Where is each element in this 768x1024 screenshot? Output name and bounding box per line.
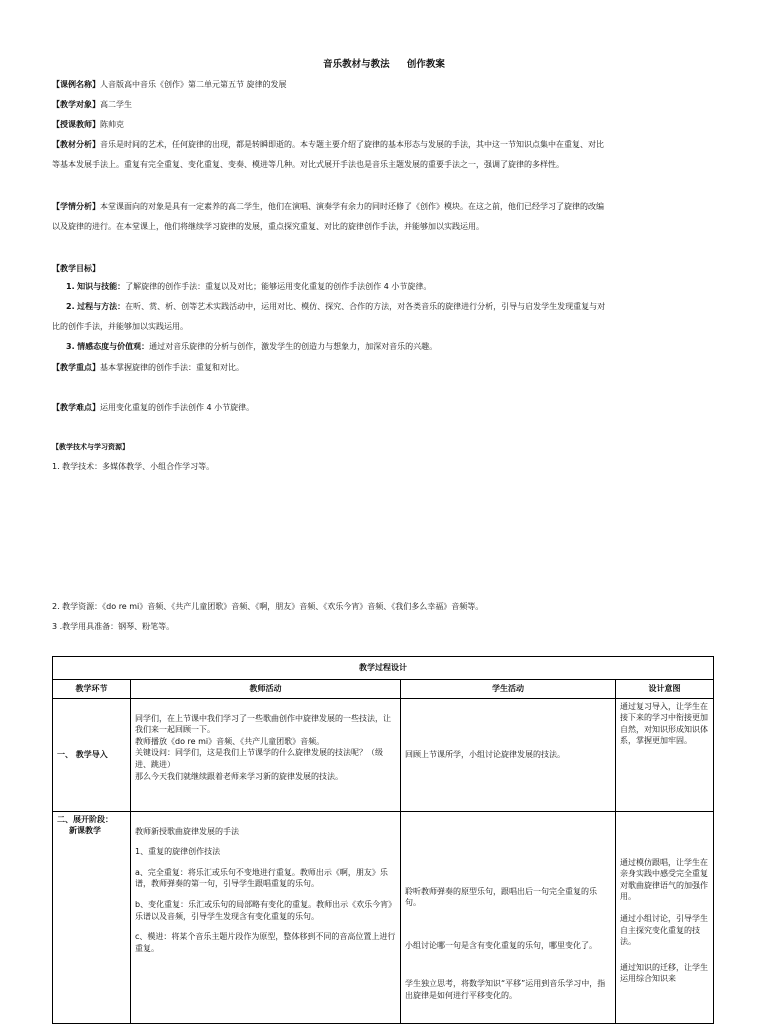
material-analysis: 【教材分析】音乐是时间的艺术，任何旋律的出现，都是转瞬即逝的。本专题主要介绍了旋律的基本形态与发展的手法，其中这一节知识点集中在重复、对比 (52, 140, 604, 149)
row1-intent: 通过复习导入，让学生在接下来的学习中衔接更加自然，对知识形成知识体系，掌握更加牢固。 (616, 698, 714, 811)
process-table (52, 656, 714, 1024)
table-caption: 教学过程设计 (53, 657, 714, 680)
goal-2-cont: 比的创作手法，并能够加以实践运用。 (52, 322, 188, 331)
row2-stage: 二、展开阶段： 新课教学 (53, 811, 131, 1023)
title-sub: 创作教案 (406, 59, 445, 70)
material-analysis-cont: 等基本发展手法上。重复有完全重复、变化重复、变奏、模进等几种。对比式展开手法也是音乐主题发展的重要手法之一，强调了旋律的多样性。 (52, 160, 564, 169)
row1-student: 回顾上节课所学，小组讨论旋律发展的技法。 (401, 698, 616, 811)
document-title (0, 58, 768, 72)
header-stage: 教学环节 (53, 680, 131, 699)
goals-heading: 【教学目标】 (52, 264, 100, 273)
goal-3: 3. 情感态度与价值观：通过对音乐旋律的分析与创作，激发学生的创造力与想象力，加深对音乐的兴趣。 (66, 342, 438, 351)
resource-3: 3 .教学用具准备：钢琴、粉笔等。 (52, 622, 175, 631)
resource-2: 2. 教学资源：《do re mi》音频、《共产儿童团歌》音频、《啊，朋友》音频、《欢乐今宵》音频、《我们多么幸福》音频等。 (52, 602, 484, 611)
table-row (53, 698, 714, 811)
audience-line: 【教学对象】高二学生 (52, 100, 132, 109)
resource-1: 1. 教学技术：多媒体教学、小组合作学习等。 (52, 462, 215, 471)
difficulty-point: 【教学难点】运用变化重复的创作手法创作 4 小节旋律。 (52, 403, 255, 412)
row2-intent: 通过模仿跟唱，让学生在亲身实践中感受完全重复对歌曲旋律语气的加强作用。 通过小组讨论，引导学生自主探究变化重复的技法。 通过知识的迁移，让学生运用综合知识来 (616, 811, 714, 1023)
teacher-line: 【授课教师】陈帅克 (52, 120, 124, 129)
header-intent: 设计意图 (616, 680, 714, 699)
goal-1: 1. 知识与技能：了解旋律的创作手法：重复以及对比；能够运用变化重复的创作手法创作 4 小节旋律。 (66, 282, 432, 291)
header-teacher: 教师活动 (131, 680, 401, 699)
learner-analysis-cont: 以及旋律的进行。在本堂课上，他们将继续学习旋律的发展，重点探究重复、对比的旋律创作手法，并能够加以实践运用。 (52, 222, 484, 231)
goal-2: 2. 过程与方法：在听、赏、析、创等艺术实践活动中，运用对比、模仿、探究、合作的方法，对各类音乐的旋律进行分析，引导与启发学生发现重复与对 (66, 302, 606, 311)
course-line: 【课例名称】人音版高中音乐《创作》第二单元第五节 旋律的发展 (52, 80, 287, 89)
key-point: 【教学重点】基本掌握旋律的创作手法：重复和对比。 (52, 363, 244, 372)
title-main: 音乐教材与教法 (323, 59, 390, 70)
row2-teacher: 教师新授歌曲旋律发展的手法 1、重复的旋律创作技法 a、完全重复：将乐汇或乐句不变地进行重复。教师出示《啊，朋友》乐谱，教师弹奏的第一句，引导学生跟唱重复的乐句。 b、变化重复：乐汇或乐句的局部略有变化的重复。教师出示《欢乐今宵》乐谱以及音频，引导学生发现含有变化重复的乐句。 c、模进：将某个音乐主题片段作为原型，整体移到不同的音高位置上进行重复。 (131, 811, 401, 1023)
learner-analysis: 【学情分析】本堂课面向的对象是具有一定素养的高二学生，他们在演唱、演奏学有余力的同时还修了《创作》模块。在这之前，他们已经学习了旋律的改编 (52, 202, 604, 211)
row2-student: 聆听教师弹奏的原型乐句，跟唱出后一句完全重复的乐句。 小组讨论哪一句是含有变化重复的乐句，哪里变化了。 学生独立思考，将数学知识“平移”运用到音乐学习中，指出旋律是如何进行平移变化的。 (401, 811, 616, 1023)
table-row (53, 811, 714, 1023)
row1-teacher: 同学们，在上节课中我们学习了一些歌曲创作中旋律发展的一些技法，让我们来一起回顾一下。 教师播放《do re mi》音频、《共产儿童团歌》音频。 关键设问：同学们，这是我们上节课学的什么旋律发展的技法呢？（级进、跳进） 那么今天我们就继续跟着老师来学习新的旋律发展的技法。 (131, 698, 401, 811)
row1-stage: 一、 教学导入 (53, 698, 131, 811)
header-student: 学生活动 (401, 680, 616, 699)
resources-heading: 【教学技术与学习资源】 (52, 443, 129, 451)
